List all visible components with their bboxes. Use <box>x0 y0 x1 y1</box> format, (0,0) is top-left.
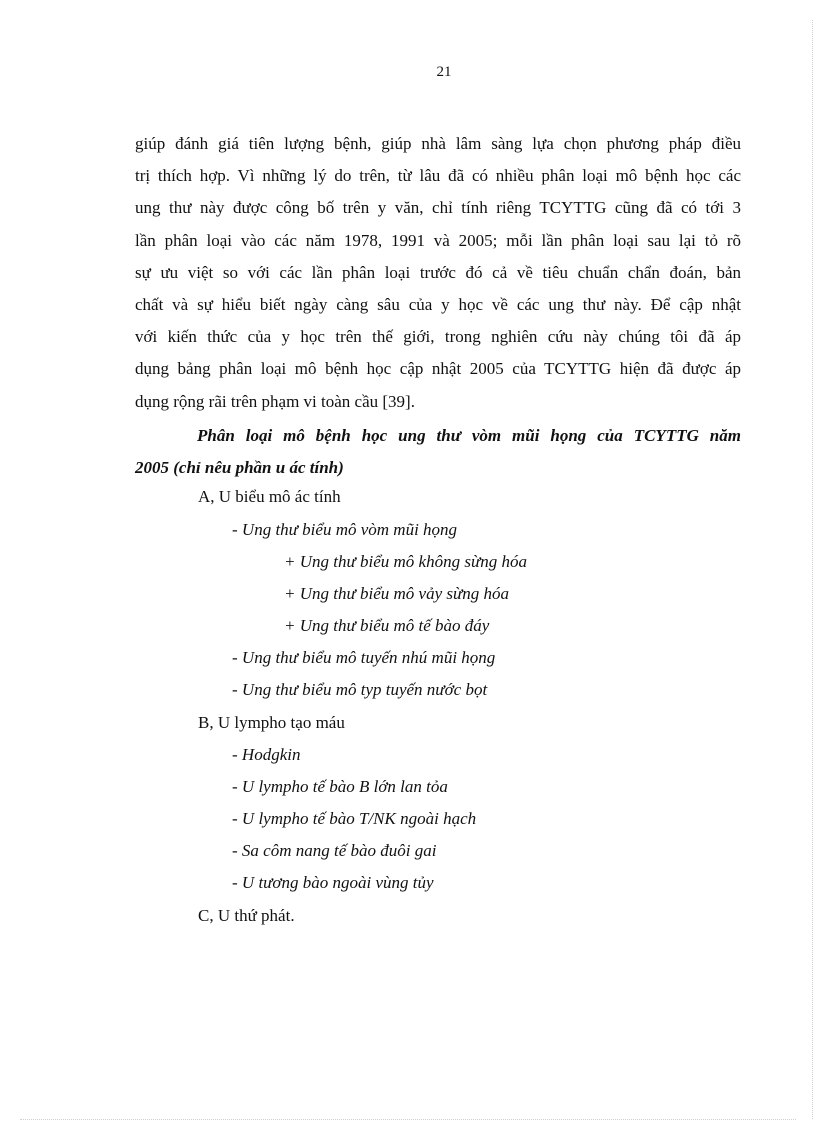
page-number: 21 <box>436 64 452 80</box>
heading-line-2: 2005 (chỉ nêu phần u ác tính) <box>135 458 344 477</box>
classification-heading <box>135 420 741 484</box>
list-item: - Ung thư biểu mô tuyến nhú mũi họng <box>232 648 496 667</box>
sub-list-item: + Ung thư biểu mô không sừng hóa <box>284 552 527 571</box>
body-paragraph <box>135 128 741 418</box>
section-a-title: A, U biểu mô ác tính <box>198 487 341 506</box>
section-c-title: C, U thứ phát. <box>198 906 295 925</box>
section-b-title: B, U lympho tạo máu <box>198 713 345 732</box>
page-bottom-border <box>20 1119 796 1120</box>
list-item: - U tương bào ngoài vùng tủy <box>232 873 434 892</box>
list-item: - U lympho tế bào T/NK ngoài hạch <box>232 809 477 828</box>
list-item: - Ung thư biểu mô typ tuyến nước bọt <box>232 680 488 699</box>
heading-line-1: Phân loại mô bệnh học ung thư vòm mũi họng của TCYTTG năm <box>197 426 741 445</box>
paragraph-line: dụng rộng rãi trên phạm vi toàn cầu [39]. <box>135 391 415 411</box>
paragraph-line: sự ưu việt so với các lần phân loại trước đó cả về tiêu chuẩn chẩn đoán, bản <box>135 262 741 282</box>
paragraph-line: dụng bảng phân loại mô bệnh học cập nhật 2005 của TCYTTG hiện đã được áp <box>135 359 741 379</box>
paragraph-line: trị thích hợp. Vì những lý do trên, từ lâu đã có nhiều phân loại mô bệnh học các <box>135 166 741 186</box>
sub-list-item: + Ung thư biểu mô vảy sừng hóa <box>284 584 510 603</box>
paragraph-line: lần phân loại vào các năm 1978, 1991 và 2005; mỗi lần phân loại sau lại tỏ rõ <box>135 230 741 250</box>
paragraph-line: chất và sự hiểu biết ngày càng sâu của y học về các ung thư này. Để cập nhật <box>135 295 741 315</box>
list-item: - Hodgkin <box>232 745 301 764</box>
sub-list-item: + Ung thư biểu mô tế bào đáy <box>284 616 490 635</box>
paragraph-line: với kiến thức của y học trên thế giới, trong nghiên cứu này chúng tôi đã áp <box>135 327 741 347</box>
list-item: - U lympho tế bào B lớn lan tỏa <box>232 777 448 796</box>
paragraph-line: giúp đánh giá tiên lượng bệnh, giúp nhà lâm sàng lựa chọn phương pháp điều <box>135 134 741 153</box>
list-item: - Ung thư biểu mô vòm mũi họng <box>232 520 458 539</box>
page-right-border <box>812 20 813 1119</box>
paragraph-line: ung thư này được công bố trên y văn, chỉ tính riêng TCYTTG cũng đã có tới 3 <box>135 198 741 218</box>
list-item: - Sa côm nang tế bào đuôi gai <box>232 841 437 860</box>
